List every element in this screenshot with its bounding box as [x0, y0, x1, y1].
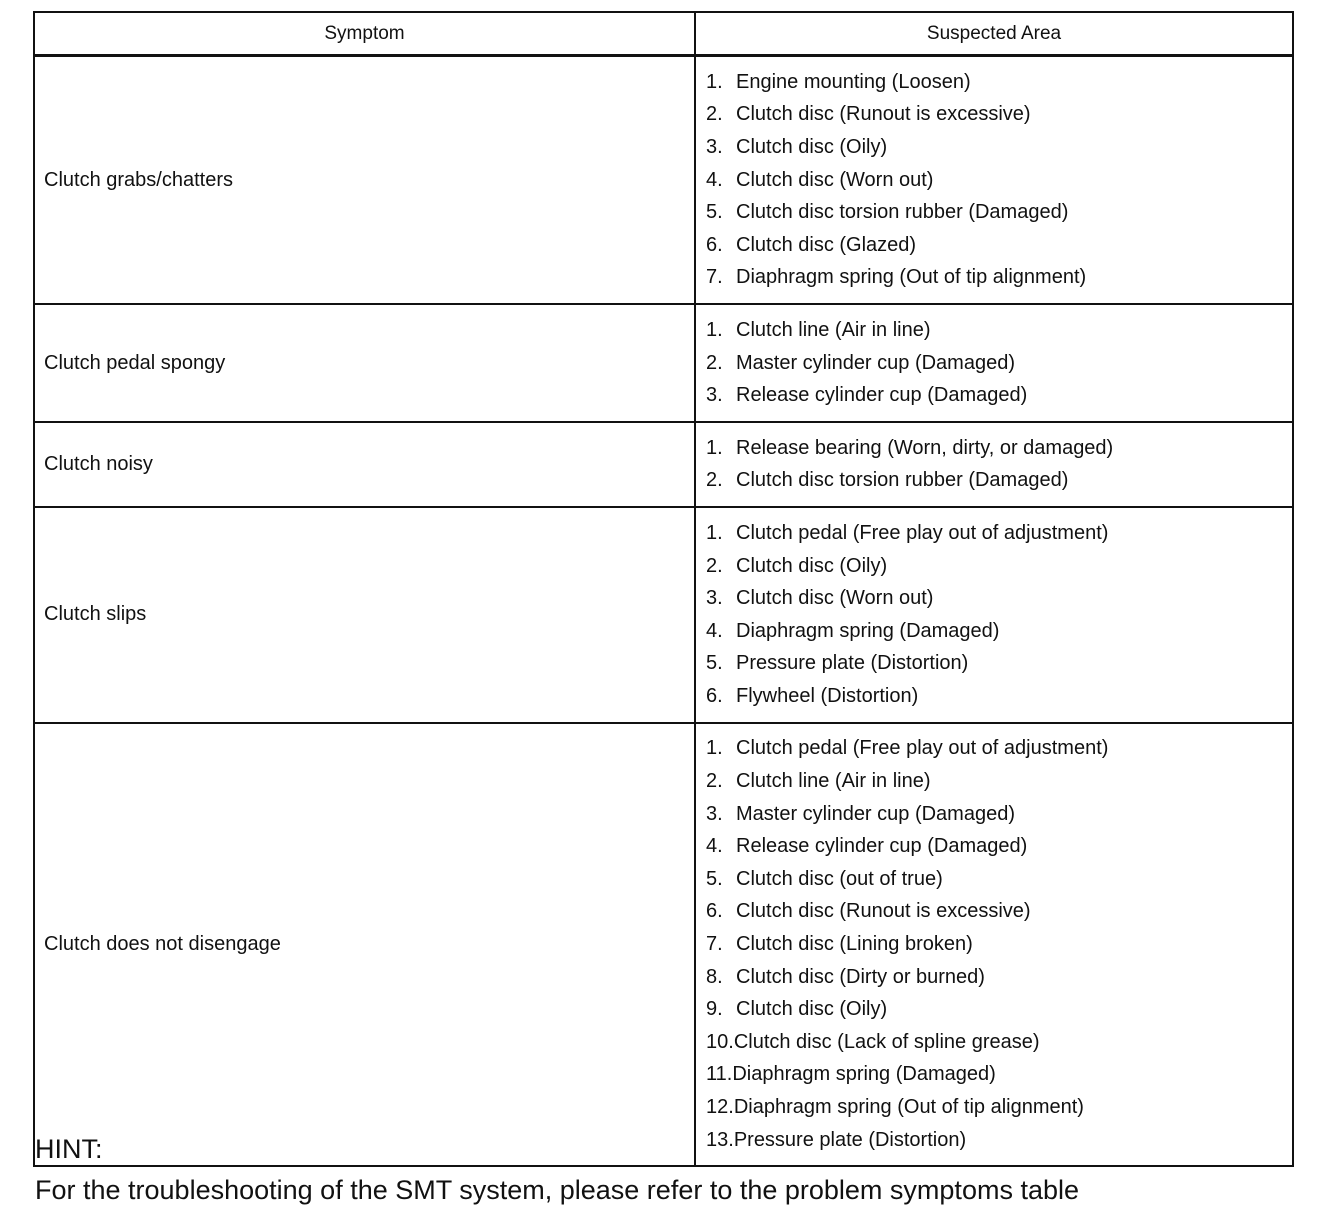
list-item: [706, 615, 1292, 648]
item-text: Clutch disc (out of true): [736, 867, 943, 890]
item-number: 5.: [706, 201, 723, 224]
list-item: [706, 1091, 1292, 1124]
list-item: [706, 432, 1292, 465]
list-item: [706, 196, 1292, 229]
item-number: 1.: [706, 436, 723, 459]
suspected-area-cell: [696, 724, 1292, 1166]
item-number: 7.: [706, 266, 723, 289]
list-item: [706, 680, 1292, 713]
list-item: [706, 961, 1292, 994]
list-item: [706, 830, 1292, 863]
list-item: [706, 517, 1292, 550]
item-number: 10.: [706, 1030, 734, 1053]
item-text: Master cylinder cup (Damaged): [736, 802, 1015, 825]
list-item: [706, 314, 1292, 347]
list-item: [706, 131, 1292, 164]
item-text: Clutch disc (Runout is excessive): [736, 900, 1031, 923]
item-number: 11.: [706, 1063, 733, 1086]
list-item: [706, 1026, 1292, 1059]
symptom-cell: Clutch noisy: [35, 423, 696, 506]
item-number: 1.: [706, 521, 723, 544]
item-number: 2.: [706, 554, 723, 577]
item-text: Clutch disc (Lack of spline grease): [733, 1030, 1040, 1053]
item-number: 8.: [706, 965, 723, 988]
item-number: 5.: [706, 867, 723, 890]
item-number: 7.: [706, 933, 723, 956]
table-header-row: [35, 13, 1292, 55]
suspected-area-cell: [696, 508, 1292, 722]
item-number: 4.: [706, 619, 723, 642]
list-item: [706, 229, 1292, 262]
item-number: 4.: [706, 168, 723, 191]
item-text: Pressure plate (Distortion): [736, 652, 969, 675]
list-item: [706, 582, 1292, 615]
item-number: 4.: [706, 835, 723, 858]
item-number: 5.: [706, 652, 723, 675]
item-text: Diaphragm spring (Out of tip alignment): [733, 1096, 1084, 1119]
item-text: Clutch disc (Worn out): [736, 587, 934, 610]
item-text: Release cylinder cup (Damaged): [736, 384, 1028, 407]
item-number: 3.: [706, 135, 723, 158]
list-item: [706, 99, 1292, 132]
list-item: [706, 465, 1292, 498]
item-text: Clutch disc (Dirty or burned): [736, 965, 985, 988]
suspected-area-cell: [696, 423, 1292, 506]
list-item: [706, 379, 1292, 412]
table-row: [35, 421, 1292, 506]
header-symptom: Symptom: [35, 13, 696, 54]
list-item: [706, 993, 1292, 1026]
list-item: [706, 896, 1292, 929]
list-item: [706, 1059, 1292, 1092]
item-text: Clutch pedal (Free play out of adjustment): [736, 521, 1109, 544]
item-number: 2.: [706, 770, 723, 793]
item-text: Clutch disc torsion rubber (Damaged): [736, 201, 1069, 224]
symptom-cell: Clutch pedal spongy: [35, 305, 696, 421]
hint-text: For the troubleshooting of the SMT system, please refer to the problem symptoms table: [35, 1175, 1079, 1205]
list-item: [706, 66, 1292, 99]
header-suspected-area: Suspected Area: [926, 22, 1062, 44]
item-number: 9.: [706, 998, 723, 1021]
item-number: 1.: [706, 70, 723, 93]
list-item: [706, 164, 1292, 197]
item-text: Clutch disc (Runout is excessive): [736, 103, 1031, 126]
symptom-cell: Clutch grabs/chatters: [35, 57, 696, 303]
item-text: Clutch disc (Glazed): [736, 233, 917, 256]
item-number: 6.: [706, 900, 723, 923]
list-item: [706, 550, 1292, 583]
table-row: [35, 506, 1292, 722]
list-item: [706, 765, 1292, 798]
item-text: Clutch disc (Worn out): [736, 168, 934, 191]
list-item: [706, 798, 1292, 831]
list-item: [706, 648, 1292, 681]
item-number: 2.: [706, 103, 723, 126]
item-text: Diaphragm spring (Damaged): [736, 619, 1000, 642]
item-text: Clutch disc (Oily): [736, 135, 888, 158]
item-text: Clutch disc (Oily): [736, 998, 888, 1021]
item-number: 3.: [706, 802, 723, 825]
item-text: Clutch disc torsion rubber (Damaged): [736, 469, 1069, 492]
list-item: [706, 347, 1292, 380]
item-number: 3.: [706, 384, 723, 407]
symptom-cell: Clutch slips: [35, 508, 696, 722]
item-text: Clutch disc (Lining broken): [736, 933, 973, 956]
item-text: Engine mounting (Loosen): [736, 70, 971, 93]
item-number: 2.: [706, 351, 723, 374]
item-number: 6.: [706, 233, 723, 256]
suspected-area-cell: [696, 305, 1292, 421]
item-text: Clutch disc (Oily): [736, 554, 888, 577]
item-number: 1.: [706, 737, 723, 760]
list-item: [706, 863, 1292, 896]
list-item: [706, 928, 1292, 961]
symptom-cell: Clutch does not disengage: [35, 724, 696, 1166]
table-row: [35, 303, 1292, 421]
item-text: Diaphragm spring (Out of tip alignment): [736, 266, 1087, 289]
item-number: 12.: [706, 1096, 734, 1119]
item-number: 1.: [706, 318, 723, 341]
item-number: 3.: [706, 587, 723, 610]
list-item: [706, 733, 1292, 766]
table-row: [35, 55, 1292, 303]
item-text: Clutch pedal (Free play out of adjustment): [736, 737, 1109, 760]
item-number: 2.: [706, 469, 723, 492]
item-text: Clutch line (Air in line): [736, 318, 931, 341]
item-text: Flywheel (Distortion): [736, 684, 919, 707]
list-item: [706, 1124, 1292, 1157]
item-text: Pressure plate (Distortion): [733, 1128, 967, 1151]
item-text: Release bearing (Worn, dirty, or damaged): [736, 436, 1114, 459]
symptom-table: [33, 11, 1294, 1167]
table-body: [35, 55, 1292, 1165]
list-item: [706, 262, 1292, 295]
hint-label: HINT:: [35, 1134, 103, 1164]
item-number: 13.: [706, 1128, 734, 1151]
item-text: Diaphragm spring (Damaged): [732, 1063, 996, 1086]
table-row: [35, 722, 1292, 1166]
item-text: Master cylinder cup (Damaged): [736, 351, 1015, 374]
item-text: Release cylinder cup (Damaged): [736, 835, 1028, 858]
suspected-area-cell: [696, 57, 1292, 303]
item-number: 6.: [706, 684, 723, 707]
item-text: Clutch line (Air in line): [736, 770, 931, 793]
